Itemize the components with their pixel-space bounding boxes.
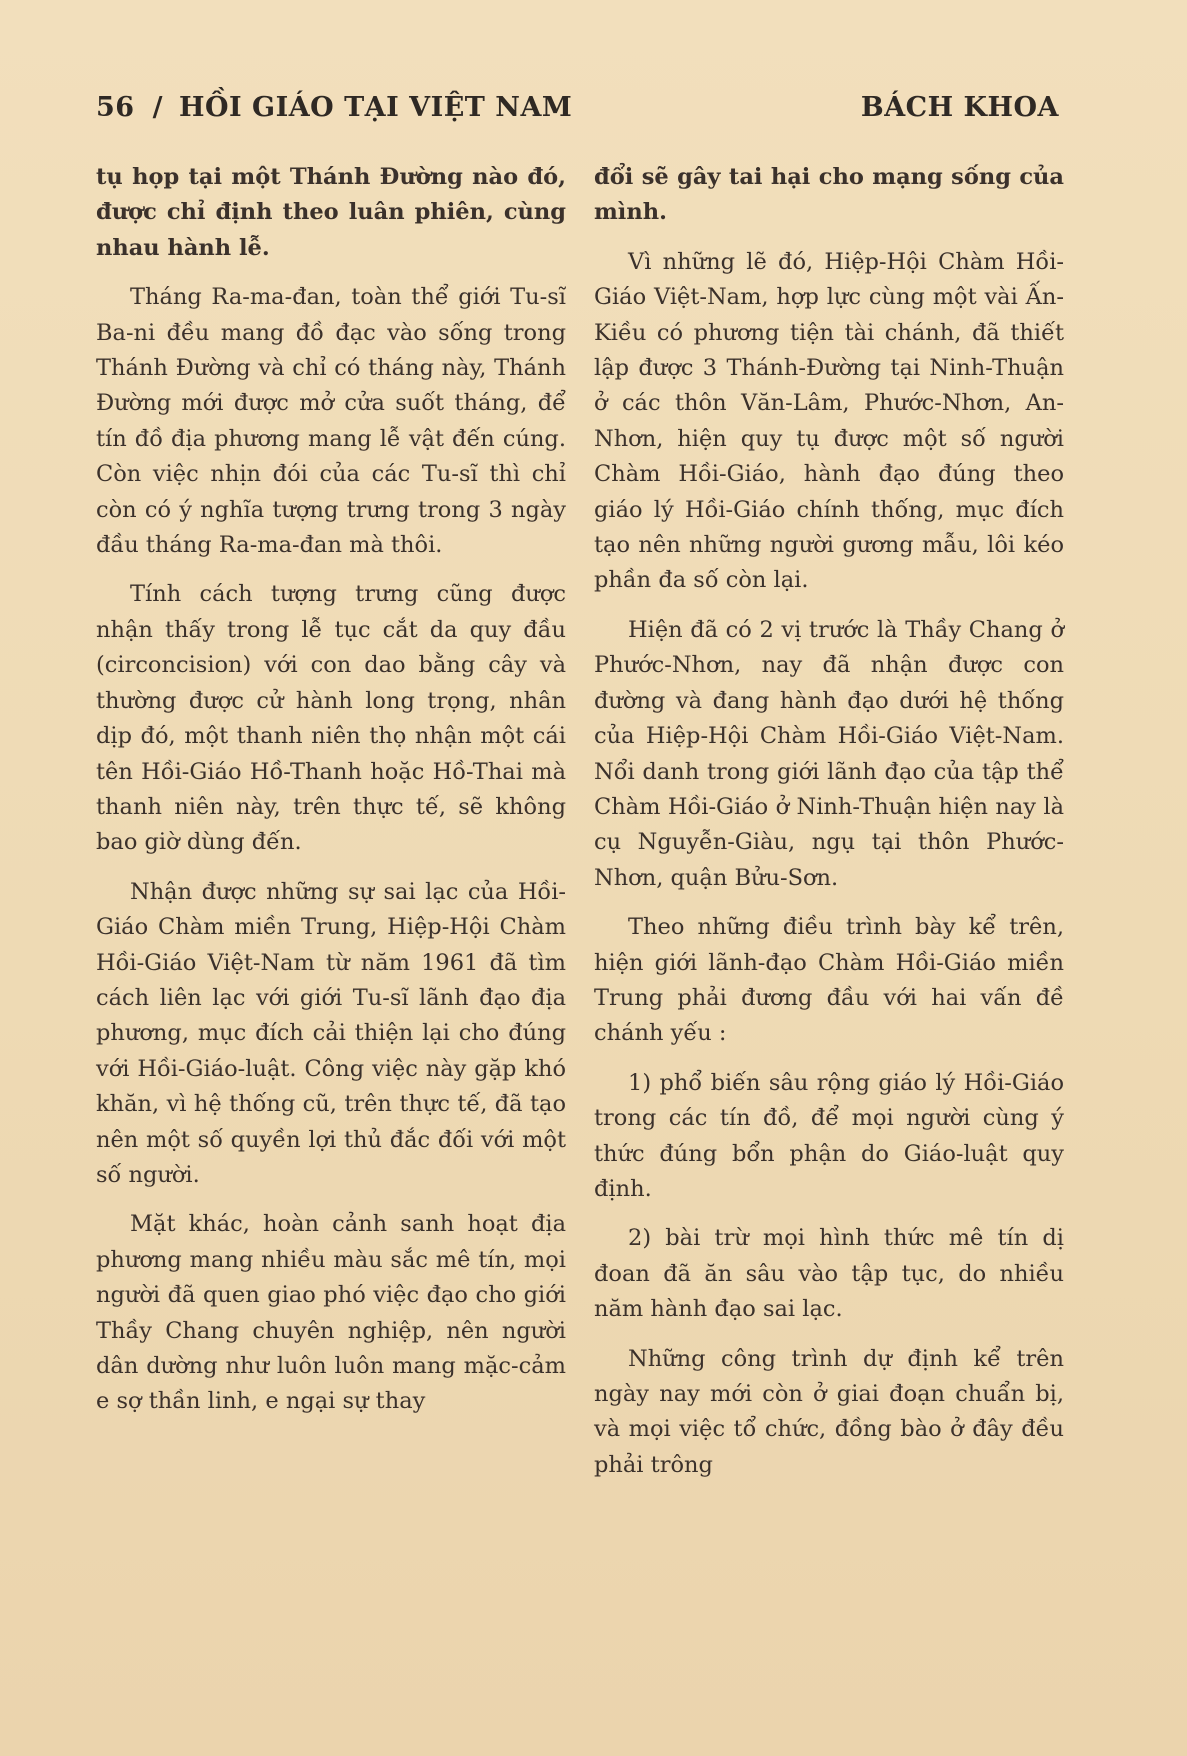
section-title: HỒI GIÁO TẠI VIỆT NAM [178, 92, 573, 123]
paragraph: đổi sẽ gây tai hại cho mạng sống của mình. [594, 164, 1064, 226]
paragraph: 1) phổ biến sâu rộng giáo lý Hồi-Giáo trong các tín đồ, để mọi người cùng ý thức đúng bổn phận do Giáo-luật quy định. [594, 1069, 1064, 1202]
paragraph: Mặt khác, hoàn cảnh sanh hoạt địa phương mang nhiều màu sắc mê tín, mọi người đã quen giao phó việc đạo cho giới Thầy Chang chuyên nghiệp, nên người dân dường như luôn luôn mang mặc-cảm e sợ thần linh, e ngại sự thay [96, 1211, 566, 1415]
paragraph: 2) bài trừ mọi hình thức mê tín dị đoan đã ăn sâu vào tập tục, do nhiều năm hành đạo sai lạc. [594, 1225, 1064, 1323]
paragraph: Những công trình dự định kể trên ngày nay mới còn ở giai đoạn chuẩn bị, và mọi việc tổ chức, đồng bào ở đây đều phải trông [594, 1345, 1064, 1478]
publication-name: BÁCH KHOA [860, 92, 1059, 123]
right-column [594, 160, 1064, 1497]
running-header [96, 92, 1059, 136]
header-separator: / [152, 92, 163, 123]
paragraph: Nhận được những sự sai lạc của Hồi-Giáo Chàm miền Trung, Hiệp-Hội Chàm Hồi-Giáo Việt-Nam từ năm 1961 đã tìm cách liên lạc với giới Tu-sĩ lãnh đạo địa phương, mục đích cải thiện lại cho đúng với Hồi-Giáo-luật. Công việc này gặp khó khăn, vì hệ thống cũ, trên thực tế, đã tạo nên một số quyền lợi thủ đắc đối với một số người. [96, 878, 566, 1188]
page-number: 56 [96, 92, 135, 123]
left-column [96, 160, 566, 1434]
paragraph: Hiện đã có 2 vị trước là Thầy Chang ở Phước-Nhơn, nay đã nhận được con đường và đang hành đạo dưới hệ thống của Hiệp-Hội Chàm Hồi-Giáo Việt-Nam. Nổi danh trong giới lãnh đạo của tập thể Chàm Hồi-Giáo ở Ninh-Thuận hiện nay là cụ Nguyễn-Giàu, ngụ tại thôn Phước-Nhơn, quận Bửu-Sơn. [594, 616, 1064, 891]
paragraph: Tháng Ra-ma-đan, toàn thể giới Tu-sĩ Ba-ni đều mang đồ đạc vào sống trong Thánh Đường và chỉ có tháng này, Thánh Đường mới được mở cửa suốt tháng, để tín đồ địa phương mang lễ vật đến cúng. Còn việc nhịn đói của các Tu-sĩ thì chỉ còn có ý nghĩa tượng trưng trong 3 ngày đầu tháng Ra-ma-đan mà thôi. [96, 284, 566, 559]
paragraph: Theo những điều trình bày kể trên, hiện giới lãnh-đạo Chàm Hồi-Giáo miền Trung phải đương đầu với hai vấn đề chánh yếu : [594, 914, 1064, 1047]
paragraph: Vì những lẽ đó, Hiệp-Hội Chàm Hồi-Giáo Việt-Nam, hợp lực cùng một vài Ấn-Kiều có phương tiện tài chánh, đã thiết lập được 3 Thánh-Đường tại Ninh-Thuận ở các thôn Văn-Lâm, Phước-Nhơn, An-Nhơn, hiện quy tụ được một số người Chàm Hồi-Giáo, hành đạo đúng theo giáo lý Hồi-Giáo chính thống, mục đích tạo nên những người gương mẫu, lôi kéo phần đa số còn lại. [594, 248, 1064, 594]
paragraph: Tính cách tượng trưng cũng được nhận thấy trong lễ tục cắt da quy đầu (circoncision) với con dao bằng cây và thường được cử hành long trọng, nhân dịp đó, một thanh niên thọ nhận một cái tên Hồi-Giáo Hồ-Thanh hoặc Hồ-Thai mà thanh niên này, trên thực tế, sẽ không bao giờ dùng đến. [96, 581, 566, 856]
paragraph: tụ họp tại một Thánh Đường nào đó, được chỉ định theo luân phiên, cùng nhau hành lễ. [96, 164, 566, 261]
